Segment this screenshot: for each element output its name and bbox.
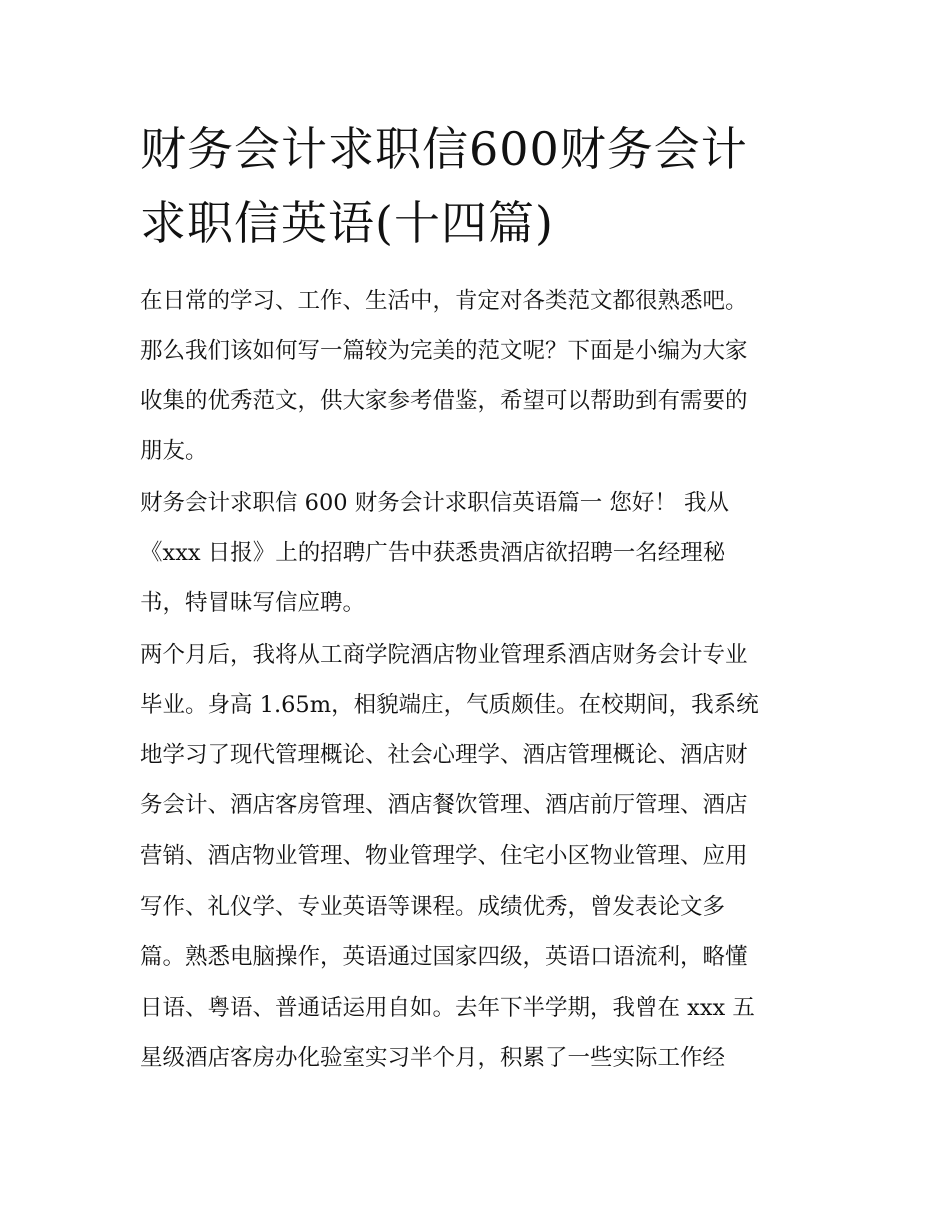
body-line: 两个月后，我将从工商学院酒店物业管理系酒店财务会计专业 xyxy=(140,642,748,668)
body-line: 星级酒店客房办化验室实习半个月，积累了一些实际工作经 xyxy=(140,1045,726,1071)
body-line: 地学习了现代管理概论、社会心理学、酒店管理概论、酒店财 xyxy=(140,742,748,768)
document-title xyxy=(140,112,820,260)
body-line: 收集的优秀范文，供大家参考借鉴，希望可以帮助到有需要的 xyxy=(140,388,748,414)
body-line: 《xxx 日报》上的招聘广告中获悉贵酒店欲招聘一名经理秘 xyxy=(140,540,726,566)
title-line-1: 财务会计求职信600财务会计 xyxy=(140,122,748,176)
title-line-2: 求职信英语(十四篇) xyxy=(140,196,554,250)
body-line: 日语、粤语、普通话运用自如。去年下半学期，我曾在 xxx 五 xyxy=(140,995,755,1021)
body-line: 篇。熟悉电脑操作，英语通过国家四级，英语口语流利，略懂 xyxy=(140,944,748,970)
body-line: 财务会计求职信 600 财务会计求职信英语篇一 您好！ 我从 xyxy=(140,490,730,516)
body-line: 营销、酒店物业管理、物业管理学、住宅小区物业管理、应用 xyxy=(140,843,748,869)
body-line: 朋友。 xyxy=(140,438,208,464)
body-line: 在日常的学习、工作、生活中，肯定对各类范文都很熟悉吧。 xyxy=(140,288,748,314)
body-line: 毕业。身高 1.65m，相貌端庄，气质颇佳。在校期间，我系统 xyxy=(140,692,759,718)
body-line: 务会计、酒店客房管理、酒店餐饮管理、酒店前厅管理、酒店 xyxy=(140,792,748,818)
body-line: 那么我们该如何写一篇较为完美的范文呢？下面是小编为大家 xyxy=(140,338,748,364)
body-line: 书，特冒昧写信应聘。 xyxy=(140,590,366,616)
body-line: 写作、礼仪学、专业英语等课程。成绩优秀，曾发表论文多 xyxy=(140,894,726,920)
